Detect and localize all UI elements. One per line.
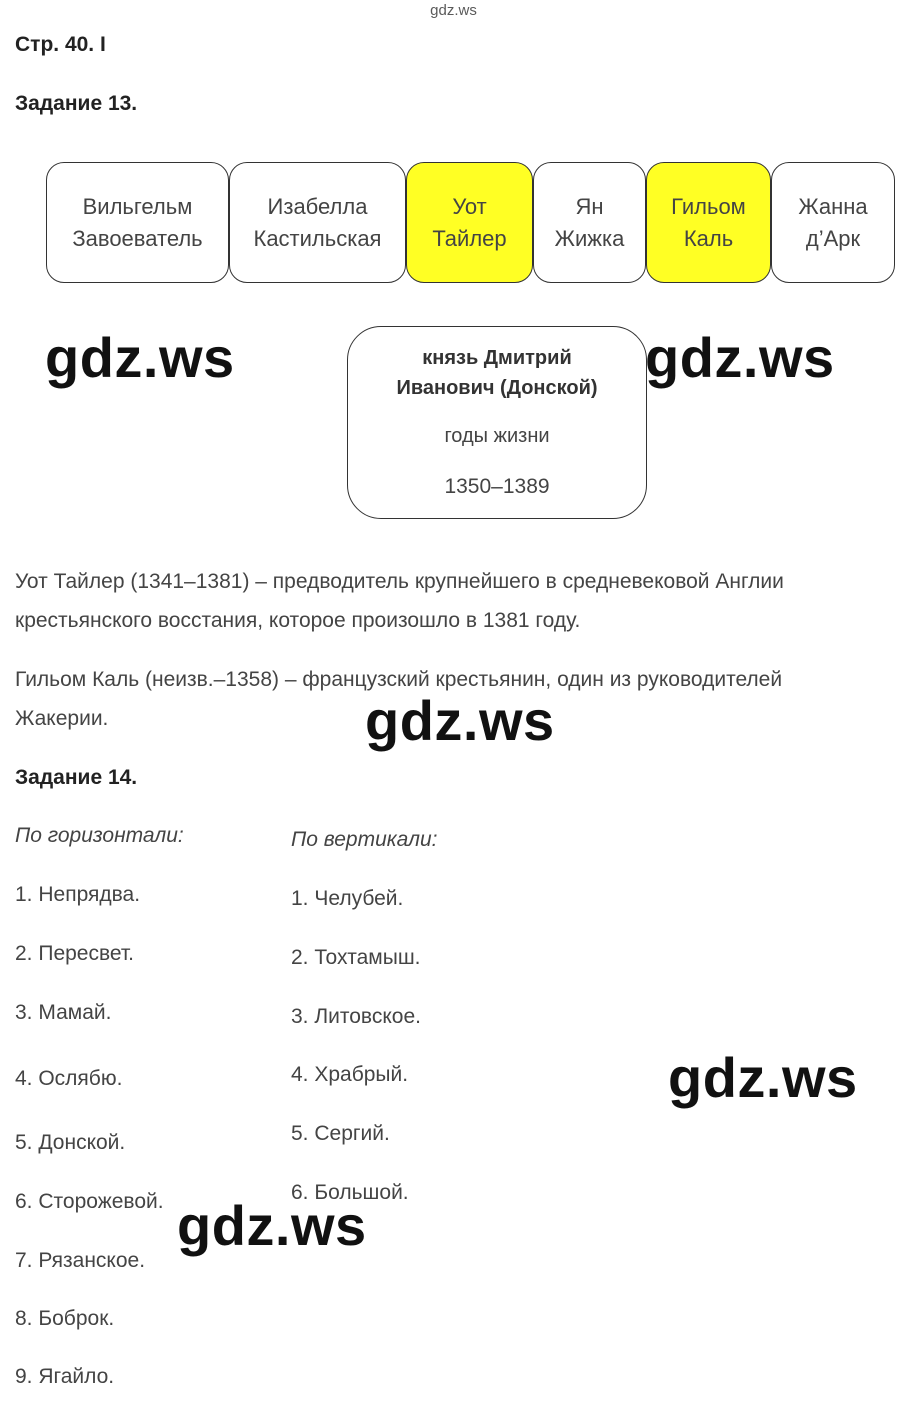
box-line1: Ян (575, 193, 604, 219)
name-box-5-highlighted (646, 162, 771, 283)
box-line2: Кастильская (253, 225, 382, 251)
answer-horizontal-3: 3. Мамай. (15, 1001, 112, 1024)
paragraph-tyler (15, 562, 885, 640)
answer-vertical-4: 4. Храбрый. (291, 1063, 409, 1086)
horizontal-title: По горизонтали: (15, 824, 184, 847)
watermark: gdz.ws (645, 326, 835, 389)
answer-horizontal-5: 5. Донской. (15, 1131, 126, 1154)
watermark: gdz.ws (668, 1046, 858, 1109)
answer-vertical-5: 5. Сергий. (291, 1122, 390, 1145)
box-line1: Жанна (798, 193, 868, 219)
paragraph-line: крестьянского восстания, которое произошло в 1381 году. (15, 609, 581, 632)
answer-vertical-1: 1. Челубей. (291, 887, 404, 910)
task13-heading: Задание 13. (15, 92, 138, 115)
box-line1: Изабелла (267, 193, 368, 219)
name-box-1 (46, 162, 229, 283)
task14-heading: Задание 14. (15, 766, 138, 789)
box-line2: Завоеватель (72, 225, 203, 251)
answer-vertical-2: 2. Тохтамыш. (291, 946, 421, 969)
answer-horizontal-7: 7. Рязанское. (15, 1249, 146, 1272)
answer-horizontal-6: 6. Сторожевой. (15, 1190, 164, 1213)
name-box-4 (533, 162, 646, 283)
vertical-title: По вертикали: (291, 828, 438, 851)
answer-vertical-3: 3. Литовское. (291, 1005, 421, 1028)
answer-horizontal-1: 1. Непрядва. (15, 883, 141, 906)
box-line2: Каль (683, 225, 734, 251)
center-box-dmitry (347, 326, 647, 519)
box-line2: Жижка (554, 225, 625, 251)
answer-horizontal-2: 2. Пересвет. (15, 942, 135, 965)
box-line1: Гильом (671, 193, 746, 219)
box-line1: Вильгельм (82, 193, 193, 219)
answer-horizontal-4: 4. Ослябю. (15, 1067, 123, 1090)
name-box-3-highlighted (406, 162, 533, 283)
page-heading: Стр. 40. I (15, 33, 106, 56)
watermark: gdz.ws (365, 689, 555, 752)
paragraph-line: Гильом Каль (неизв.–1358) – французский крестьянин, один из руководителей (15, 668, 783, 691)
watermark: gdz.ws (45, 326, 235, 389)
center-years: 1350–1389 (444, 475, 550, 498)
answer-horizontal-8: 8. Боброк. (15, 1307, 115, 1330)
answer-vertical-6: 6. Большой. (291, 1181, 409, 1204)
name-box-2 (229, 162, 406, 283)
center-subtitle: годы жизни (444, 425, 550, 447)
paragraph-line: Уот Тайлер (1341–1381) – предводитель крупнейшего в средневековой Англии (15, 570, 784, 593)
box-line1: Уот (452, 193, 487, 219)
box-line2: д’Арк (805, 225, 861, 251)
center-title-line1: князь Дмитрий (422, 347, 572, 369)
center-title (348, 343, 646, 403)
answer-horizontal-9: 9. Ягайло. (15, 1365, 115, 1388)
center-title-line2: Иванович (Донской) (396, 377, 598, 399)
name-box-6 (771, 162, 895, 283)
top-watermark: gdz.ws (430, 2, 477, 19)
watermark: gdz.ws (177, 1194, 367, 1257)
box-line2: Тайлер (432, 225, 507, 251)
paragraph-line: Жакерии. (15, 707, 109, 730)
